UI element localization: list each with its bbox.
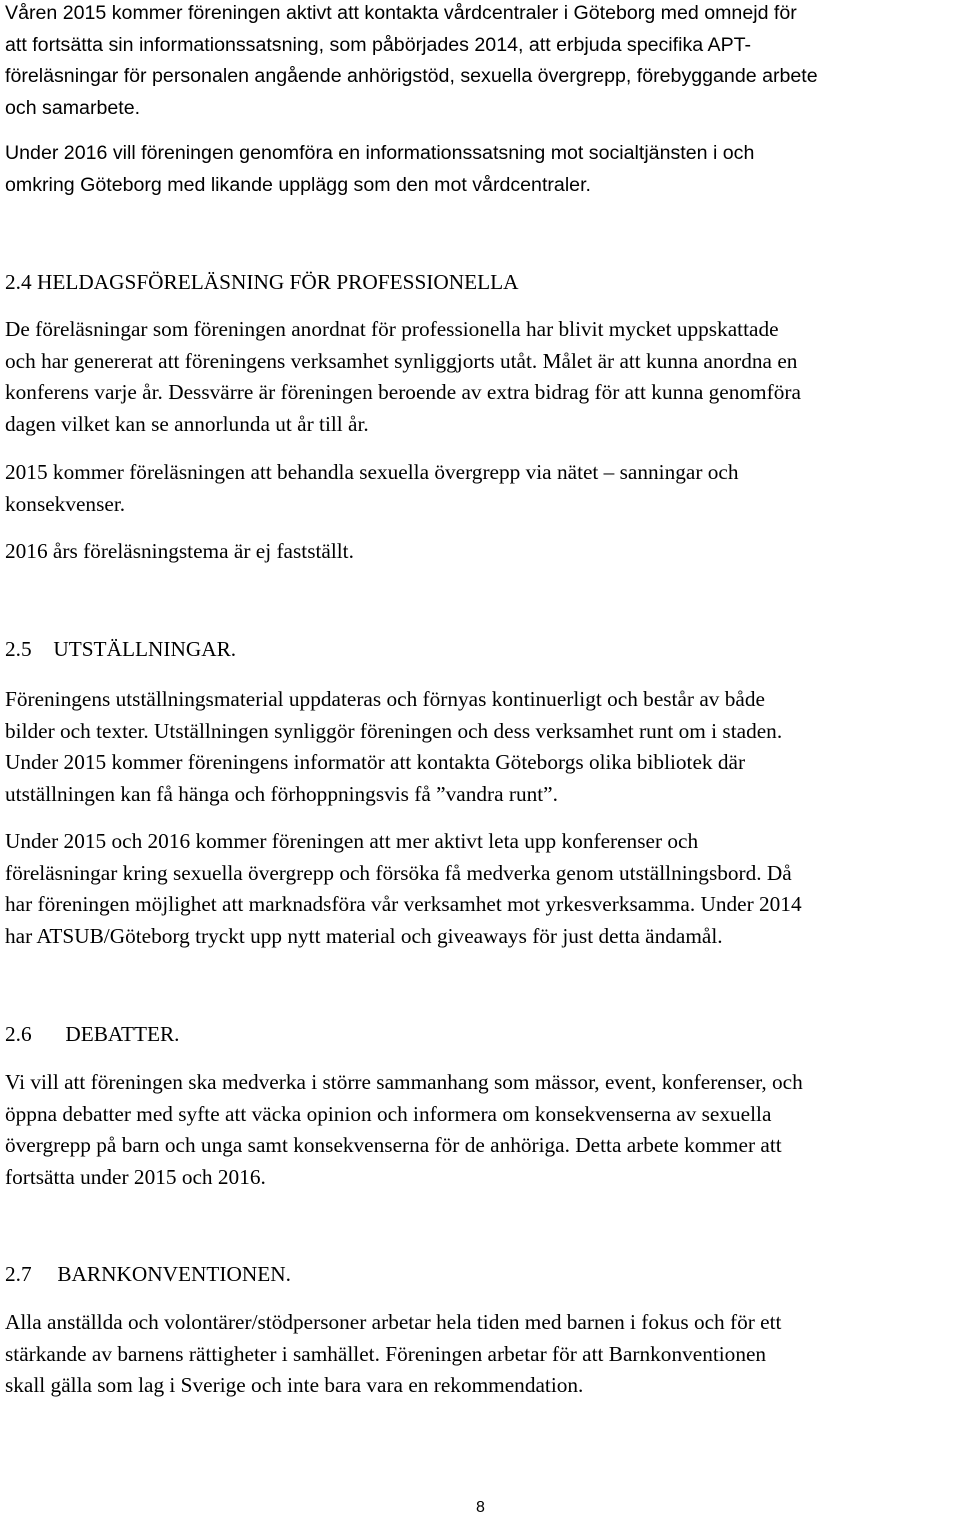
text-line: att fortsätta sin informationssatsning, som påbörjades 2014, att erbjuda specifika APT- — [5, 33, 752, 56]
text-line: 2016 års föreläsningstema är ej fastställt. — [5, 539, 354, 563]
section-heading-2-6 — [5, 1019, 180, 1051]
section-2-5-paragraph-1 — [5, 684, 955, 811]
section-title: DEBATTER. — [65, 1022, 180, 1046]
section-2-4-paragraph-3 — [5, 536, 955, 568]
text-line: föreläsningar kring sexuella övergrepp och försöka få medverka genom utställningsbord. Då — [5, 860, 792, 885]
text-line: 2015 kommer föreläsningen att behandla sexuella övergrepp via nätet – sanningar och — [5, 460, 739, 484]
intro-paragraph-2 — [5, 138, 955, 201]
section-number: 2.4 — [5, 270, 32, 294]
section-2-4-paragraph-1 — [5, 314, 955, 441]
text-line: föreläsningar för personalen angående anhörigstöd, sexuella övergrepp, förebyggande arbete — [5, 65, 818, 88]
text-line: Under 2015 kommer föreningens informatör att kontakta Göteborgs olika bibliotek där — [5, 750, 746, 775]
text-line: fortsätta under 2015 och 2016. — [5, 1165, 266, 1190]
section-heading-2-5 — [5, 634, 236, 666]
text-line: utställningen kan få hänga och förhoppningsvis få ”vandra runt”. — [5, 782, 558, 807]
section-number: 2.5 — [5, 637, 32, 661]
text-line: Föreningens utställningsmaterial uppdateras och förnyas kontinuerligt och består av både — [5, 687, 765, 711]
text-line: har föreningen möjlighet att marknadsföra vår verksamhet mot yrkesverksamma. Under 2014 — [5, 892, 802, 917]
text-line: Alla anställda och volontärer/stödpersoner arbetar hela tiden med barnen i fokus och för ett — [5, 1310, 782, 1334]
section-2-4-paragraph-2 — [5, 457, 955, 520]
intro-paragraph-1 — [5, 0, 955, 125]
section-number: 2.7 — [5, 1262, 32, 1286]
section-number: 2.6 — [5, 1022, 32, 1046]
section-2-6-paragraph-1 — [5, 1067, 955, 1194]
text-line: bilder och texter. Utställningen synliggör föreningen och dess verksamhet runt om i staden. — [5, 718, 783, 743]
text-line: Vi vill att föreningen ska medverka i större sammanhang som mässor, event, konferenser, och — [5, 1070, 803, 1094]
text-line: dagen vilket kan se annorlunda ut år till år. — [5, 412, 369, 437]
section-title: UTSTÄLLNINGAR. — [53, 637, 237, 661]
text-line: har ATSUB/Göteborg tryckt upp nytt material och giveaways för just detta ändamål. — [5, 924, 723, 949]
text-line: övergrepp på barn och unga samt konsekvenserna för de anhöriga. Detta arbete kommer att — [5, 1133, 782, 1158]
section-title: HELDAGSFÖRELÄSNING FÖR PROFESSIONELLA — [36, 270, 519, 294]
section-2-7-paragraph-1 — [5, 1307, 955, 1402]
text-line: Under 2016 vill föreningen genomföra en informationssatsning mot socialtjänsten i och — [5, 142, 755, 164]
text-line: konferens varje år. Dessvärre är föreningen beroende av extra bidrag för att kunna genomföra — [5, 380, 801, 405]
text-line: De föreläsningar som föreningen anordnat för professionella har blivit mycket uppskattade — [5, 317, 779, 341]
text-line: konsekvenser. — [5, 491, 126, 516]
text-line: Våren 2015 kommer föreningen aktivt att kontakta vårdcentraler i Göteborg med omnejd för — [5, 2, 797, 24]
section-2-5-paragraph-2 — [5, 826, 955, 953]
section-heading-2-7 — [5, 1259, 291, 1291]
section-heading-2-4 — [5, 267, 519, 299]
page-number: 8 — [476, 1499, 485, 1516]
text-line: stärkande av barnens rättigheter i samhället. Föreningen arbetar för att Barnkonventionen — [5, 1341, 767, 1366]
text-line: och har genererat att föreningens verksamhet synliggjorts utåt. Målet är att kunna anordna en — [5, 348, 798, 373]
text-line: skall gälla som lag i Sverige och inte bara vara en rekommendation. — [5, 1373, 584, 1398]
text-line: Under 2015 och 2016 kommer föreningen att mer aktivt leta upp konferenser och — [5, 829, 699, 853]
section-title: BARNKONVENTIONEN. — [57, 1262, 291, 1286]
text-line: omkring Göteborg med likande upplägg som den mot vårdcentraler. — [5, 173, 591, 196]
text-line: öppna debatter med syfte att väcka opinion och informera om konsekvenserna av sexuella — [5, 1101, 772, 1126]
text-line: och samarbete. — [5, 97, 141, 120]
